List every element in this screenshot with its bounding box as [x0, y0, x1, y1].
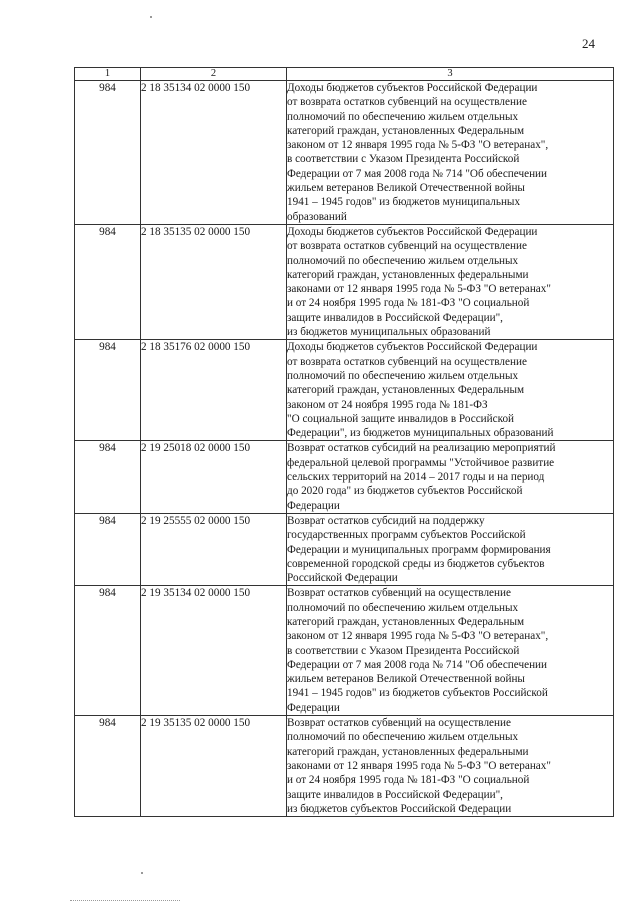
description-line: в соответствии с Указом Президента Российской	[287, 644, 520, 657]
description-line: от возврата остатков субвенций на осуществление	[287, 355, 527, 368]
table-header-row	[75, 68, 614, 81]
description-line: сельских территорий на 2014 – 2017 годы и на период	[287, 471, 545, 484]
description-line: полномочий по обеспечению жильем отдельных	[287, 369, 519, 382]
description-line: Возврат остатков субвенций на осуществление	[287, 587, 511, 600]
description-line: защите инвалидов в Российской Федерации",	[287, 311, 503, 324]
description-line: Доходы бюджетов субъектов Российской Федерации	[287, 341, 538, 354]
description-line: из бюджетов муниципальных образований	[287, 326, 491, 339]
description-line: Возврат остатков субсидий на реализацию мероприятий	[287, 442, 556, 455]
description-line: полномочий по обеспечению жильем отдельных	[287, 731, 519, 744]
admin-code-cell: 984	[75, 716, 141, 817]
description-line: "О социальной защите инвалидов в Российской	[287, 412, 515, 425]
admin-code-cell: 984	[75, 586, 141, 716]
description-line: и от 24 ноября 1995 года № 181-ФЗ "О социальной	[287, 774, 530, 787]
budget-code-cell: 2 18 35135 02 0000 150	[141, 224, 287, 339]
description-line: законом от 24 ноября 1995 года № 181-ФЗ	[287, 398, 488, 411]
admin-code-cell: 984	[75, 441, 141, 513]
admin-code-cell: 984	[75, 81, 141, 225]
description-line: Федерации от 7 мая 2008 года № 714 "Об обеспечении	[287, 658, 548, 671]
description-line: Федерации от 7 мая 2008 года № 714 "Об обеспечении	[287, 167, 548, 180]
description-line: жильем ветеранов Великой Отечественной войны	[287, 673, 525, 686]
table-body	[75, 81, 614, 817]
budget-code-cell: 2 19 35134 02 0000 150	[141, 586, 287, 716]
description-line: законами от 12 января 1995 года № 5-ФЗ "О ветеранах"	[287, 283, 551, 296]
description-line: законом от 12 января 1995 года № 5-ФЗ "О ветеранах",	[287, 139, 549, 152]
description-line: Доходы бюджетов субъектов Российской Федерации	[287, 82, 538, 94]
description-line: Федерации и муниципальных программ формирования	[287, 543, 551, 556]
description-line: образований	[287, 210, 347, 223]
table-row	[75, 716, 614, 817]
description-line: полномочий по обеспечению жильем отдельных	[287, 254, 519, 267]
description-line: категорий граждан, установленных федеральными	[287, 268, 529, 281]
description-cell	[287, 224, 614, 339]
column-header: 2	[141, 68, 287, 81]
column-header: 3	[287, 68, 614, 81]
description-line: Возврат остатков субвенций на осуществление	[287, 717, 511, 730]
budget-code-cell: 2 19 25018 02 0000 150	[141, 441, 287, 513]
description-line: категорий граждан, установленных федеральными	[287, 745, 529, 758]
description-line: законом от 12 января 1995 года № 5-ФЗ "О ветеранах",	[287, 630, 549, 643]
budget-codes-table	[74, 67, 614, 817]
description-line: в соответствии с Указом Президента Российской	[287, 153, 520, 166]
budget-code-cell: 2 19 25555 02 0000 150	[141, 513, 287, 585]
description-cell	[287, 513, 614, 585]
description-line: защите инвалидов в Российской Федерации",	[287, 788, 503, 801]
description-line: законами от 12 января 1995 года № 5-ФЗ "О ветеранах"	[287, 759, 551, 772]
admin-code-cell: 984	[75, 224, 141, 339]
budget-code-cell: 2 18 35134 02 0000 150	[141, 81, 287, 225]
description-line: государственных программ субъектов Российской	[287, 529, 526, 542]
description-line: жильем ветеранов Великой Отечественной войны	[287, 182, 525, 195]
column-header: 1	[75, 68, 141, 81]
description-line: 1941 – 1945 годов" из бюджетов муниципальных	[287, 196, 521, 209]
description-cell	[287, 441, 614, 513]
table-row	[75, 81, 614, 225]
description-line: Российской Федерации	[287, 572, 398, 585]
description-line: Федерации	[287, 499, 340, 512]
description-line: полномочий по обеспечению жильем отдельных	[287, 601, 519, 614]
description-line: Федерации	[287, 701, 340, 714]
description-line: до 2020 года" из бюджетов субъектов Российской	[287, 485, 523, 498]
table-row	[75, 340, 614, 441]
table-row	[75, 441, 614, 513]
description-line: от возврата остатков субвенций на осуществление	[287, 96, 527, 109]
budget-code-cell: 2 18 35176 02 0000 150	[141, 340, 287, 441]
description-line: и от 24 ноября 1995 года № 181-ФЗ "О социальной	[287, 297, 530, 310]
description-line: федеральной целевой программы "Устойчивое развитие	[287, 456, 555, 469]
description-cell	[287, 586, 614, 716]
description-cell	[287, 716, 614, 817]
table-row	[75, 586, 614, 716]
table-row	[75, 513, 614, 585]
budget-code-cell: 2 19 35135 02 0000 150	[141, 716, 287, 817]
scan-speck	[141, 872, 143, 874]
description-line: полномочий по обеспечению жильем отдельных	[287, 110, 519, 123]
description-cell	[287, 81, 614, 225]
scan-speck	[150, 16, 152, 18]
description-line: 1941 – 1945 годов" из бюджетов субъектов Российской	[287, 687, 548, 700]
description-line: Возврат остатков субсидий на поддержку	[287, 514, 485, 527]
description-line: из бюджетов субъектов Российской Федерации	[287, 802, 512, 815]
description-line: Федерации", из бюджетов муниципальных образований	[287, 427, 554, 440]
description-line: современной городской среды из бюджетов субъектов	[287, 557, 545, 570]
page-number: 24	[582, 36, 595, 51]
description-cell	[287, 340, 614, 441]
table-row	[75, 224, 614, 339]
description-line: категорий граждан, установленных Федеральным	[287, 384, 525, 397]
description-line: категорий граждан, установленных Федеральным	[287, 615, 525, 628]
description-line: Доходы бюджетов субъектов Российской Федерации	[287, 225, 538, 238]
description-line: категорий граждан, установленных Федеральным	[287, 124, 525, 137]
description-line: от возврата остатков субвенций на осуществление	[287, 240, 527, 253]
scan-artifact-line	[70, 900, 180, 902]
admin-code-cell: 984	[75, 340, 141, 441]
admin-code-cell: 984	[75, 513, 141, 585]
